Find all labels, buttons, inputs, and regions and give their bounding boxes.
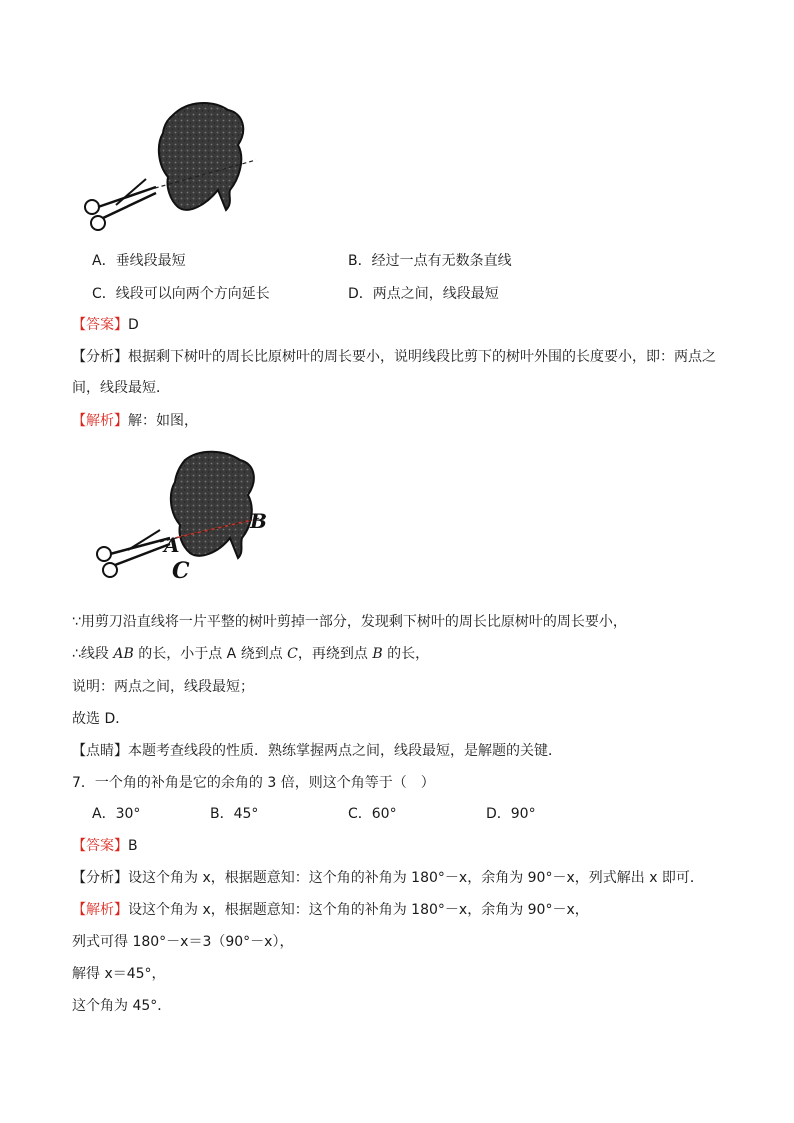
q6-analysis-line-2: 间，线段最短． xyxy=(72,380,170,396)
therefore-part-1: ∴线段 xyxy=(72,646,114,662)
comment-tag: 【点睛】 xyxy=(72,743,128,759)
solution-explain: 说明：两点之间，线段最短； xyxy=(72,679,254,695)
label-c: C xyxy=(172,558,190,584)
analysis-text-1: 根据剩下树叶的周长比原树叶的周长要小，说明线段比剪下的树叶外围的长度要小，即：两点之 xyxy=(128,349,716,365)
answer-tag: 【答案】 xyxy=(72,317,128,333)
solution-tag: 【解析】 xyxy=(72,413,128,429)
leaf-labeled-figure xyxy=(90,450,280,590)
analysis-tag: 【分析】 xyxy=(72,870,128,886)
leaf-shape xyxy=(171,452,254,558)
point-b-label: B xyxy=(372,646,383,662)
q6-analysis-line-1 xyxy=(72,346,716,366)
answer-tag: 【答案】 xyxy=(72,838,128,854)
q6-solution-intro xyxy=(72,410,198,430)
leaf-scissors-figure xyxy=(78,95,258,235)
answer-value: B xyxy=(128,838,138,854)
option-c: C．线段可以向两个方向延长 xyxy=(92,286,270,302)
q7-option-d: D．90° xyxy=(486,806,536,822)
option-a: A．垂线段最短 xyxy=(92,253,186,269)
label-b: B xyxy=(250,509,267,533)
q7-solution-line-1 xyxy=(72,899,589,919)
q7-stem: 7．一个角的补角是它的余角的 3 倍，则这个角等于（ ） xyxy=(72,775,435,791)
segment-ab-label: AB xyxy=(113,646,134,662)
solution-because: ∵用剪刀沿直线将一片平整的树叶剪掉一部分，发现剩下树叶的周长比原树叶的周长要小， xyxy=(72,614,627,630)
label-a: A xyxy=(164,533,180,557)
scissors-icon xyxy=(85,179,156,230)
therefore-part-3: ，再绕到点 xyxy=(297,646,373,662)
q7-solution-line-2: 列式可得 180°－x＝3（90°－x）， xyxy=(72,934,294,950)
solution-text-1: 设这个角为 x，根据题意知：这个角的补角为 180°－x，余角为 90°－x， xyxy=(128,902,589,918)
solution-tag: 【解析】 xyxy=(72,902,128,918)
therefore-part-2: 的长，小于点 A 绕到点 xyxy=(133,646,288,662)
q7-option-a: A．30° xyxy=(92,806,141,822)
q7-option-c: C．60° xyxy=(348,806,397,822)
analysis-text: 设这个角为 x，根据题意知：这个角的补角为 180°－x，余角为 90°－x，列式解出 x 即可． xyxy=(128,870,704,886)
answer-value: D xyxy=(128,317,139,333)
leaf-shape xyxy=(159,103,243,210)
q7-answer-line xyxy=(72,835,138,855)
q6-comment-line xyxy=(72,740,562,760)
q7-solution-line-3: 解得 x＝45°， xyxy=(72,966,166,982)
option-d: D．两点之间，线段最短 xyxy=(348,286,499,302)
comment-text: 本题考查线段的性质．熟练掌握两点之间，线段最短，是解题的关键． xyxy=(128,743,562,759)
q6-answer-line xyxy=(72,314,139,334)
q7-analysis-line xyxy=(72,867,704,887)
scissors-icon xyxy=(97,530,170,577)
solution-choose: 故选 D． xyxy=(72,711,130,727)
q7-option-b: B．45° xyxy=(210,806,259,822)
q7-solution-line-4: 这个角为 45°． xyxy=(72,998,172,1014)
therefore-part-4: 的长， xyxy=(382,646,430,662)
analysis-tag: 【分析】 xyxy=(72,349,128,365)
option-b: B．经过一点有无数条直线 xyxy=(348,253,512,269)
point-c-label: C xyxy=(287,646,298,662)
solution-therefore xyxy=(72,643,429,663)
solution-intro-text: 解：如图， xyxy=(128,413,198,429)
